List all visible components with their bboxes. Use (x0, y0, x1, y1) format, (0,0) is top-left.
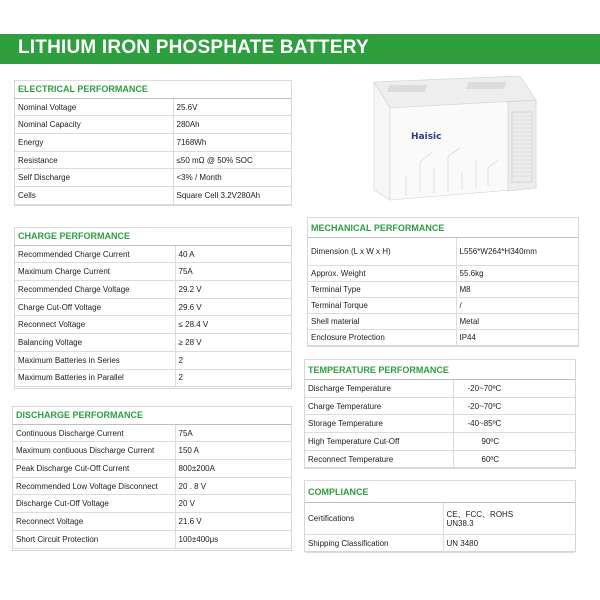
table-row (15, 316, 291, 334)
table-row (13, 530, 291, 548)
spec-value: ≤50 mΩ @ 50% SOC (173, 151, 291, 169)
spec-label: Self Discharge (15, 169, 173, 187)
spec-label: Nominal Voltage (15, 98, 173, 116)
table-row (305, 380, 575, 398)
table-row (13, 442, 291, 460)
spec-value: 100±400μs (175, 530, 291, 548)
battery-image (360, 72, 546, 204)
spec-value: 60ºC (453, 450, 575, 468)
table-row (15, 187, 291, 205)
table-row (15, 151, 291, 169)
spec-value: Metal (456, 314, 578, 330)
table-row (308, 314, 578, 330)
spec-value: -40~85ºC (453, 415, 575, 433)
table-row (15, 169, 291, 187)
table-row (308, 298, 578, 314)
spec-label: High Temperature Cut-Off (305, 433, 453, 451)
certifications-value: CE、FCC、ROHS UN38.3 (443, 503, 575, 535)
spec-value: 2 (175, 351, 291, 369)
table-row (15, 334, 291, 352)
spec-value: M8 (456, 282, 578, 298)
discharge-header: DISCHARGE PERFORMANCE (13, 407, 291, 425)
title-banner (0, 34, 600, 64)
spec-value: 75A (175, 263, 291, 281)
spec-value: ≤ 28.4 V (175, 316, 291, 334)
spec-value: -20~70ºC (453, 380, 575, 398)
spec-value: 280Ah (173, 116, 291, 134)
spec-label: Storage Temperature (305, 415, 453, 433)
mechanical-table (308, 217, 578, 346)
spec-label: Cells (15, 187, 173, 205)
table-row (308, 282, 578, 298)
table-row (308, 266, 578, 282)
table-row (13, 424, 291, 442)
electrical-header: ELECTRICAL PERFORMANCE (15, 81, 291, 99)
spec-value: 40 A (175, 245, 291, 263)
table-row: Certifications CE、FCC、ROHS UN38.3 (305, 503, 575, 535)
spec-label: Terminal Torque (308, 298, 456, 314)
spec-label: Balancing Voltage (15, 334, 175, 352)
spec-label: Approx. Weight (308, 266, 456, 282)
table-row (15, 98, 291, 116)
spec-label: Nominal Capacity (15, 116, 173, 134)
table-row (308, 238, 578, 266)
table-row: Shipping Classification UN 3480 (305, 535, 575, 553)
spec-label: Charge Temperature (305, 397, 453, 415)
spec-label: Discharge Cut-Off Voltage (13, 495, 175, 513)
spec-value: 2 (175, 369, 291, 387)
spec-value: IP44 (456, 330, 578, 346)
spec-value: 75A (175, 424, 291, 442)
spec-label: Reconnect Voltage (13, 513, 175, 531)
spec-value: 800±200A (175, 460, 291, 478)
table-row (305, 397, 575, 415)
table-row (15, 134, 291, 152)
spec-label: Recommended Charge Current (15, 245, 175, 263)
table-row (305, 415, 575, 433)
spec-label: Dimension (L x W x H) (308, 238, 456, 266)
spec-label: Terminal Type (308, 282, 456, 298)
spec-label: Shell material (308, 314, 456, 330)
table-row (15, 245, 291, 263)
discharge-table (13, 406, 291, 549)
charge-header: CHARGE PERFORMANCE (15, 228, 291, 246)
table-row (13, 513, 291, 531)
spec-value: 7168Wh (173, 134, 291, 152)
spec-value: ≥ 28 V (175, 334, 291, 352)
spec-label: Recommended Low Voltage Disconnect (13, 477, 175, 495)
charge-table (15, 227, 291, 387)
spec-value: <3% / Month (173, 169, 291, 187)
table-row (13, 495, 291, 513)
spec-label: Discharge Temperature (305, 380, 453, 398)
spec-label: Enclosure Protection (308, 330, 456, 346)
spec-label: Reconnect Voltage (15, 316, 175, 334)
spec-label: Reconnect Temperature (305, 450, 453, 468)
spec-value: -20~70ºC (453, 397, 575, 415)
brand-logo: Haisic (411, 132, 442, 142)
spec-value: 55.6kg (456, 266, 578, 282)
compliance-table (305, 480, 575, 553)
spec-label: Maximum contiuous Discharge Current (13, 442, 175, 460)
spec-value: Square Cell 3.2V280Ah (173, 187, 291, 205)
spec-value: 25.6V (173, 98, 291, 116)
spec-label: Resistance (15, 151, 173, 169)
spec-value: 21.6 V (175, 513, 291, 531)
spec-value: 20 V (175, 495, 291, 513)
spec-value: 29.6 V (175, 298, 291, 316)
page-title: LITHIUM IRON PHOSPHATE BATTERY (18, 37, 369, 58)
temperature-table (305, 359, 575, 468)
table-row (308, 330, 578, 346)
table-row (13, 460, 291, 478)
table-row (15, 298, 291, 316)
spec-value: / (456, 298, 578, 314)
table-row (15, 281, 291, 299)
spec-label: Continuous Discharge Current (13, 424, 175, 442)
spec-label: Charge Cut-Off Voltage (15, 298, 175, 316)
spec-label: Energy (15, 134, 173, 152)
table-row (15, 369, 291, 387)
compliance-header: COMPLIANCE (305, 481, 575, 503)
table-row (15, 116, 291, 134)
spec-value: 20 . 8 V (175, 477, 291, 495)
table-row (305, 450, 575, 468)
table-row (15, 263, 291, 281)
table-row (15, 351, 291, 369)
spec-value: L556*W264*H340mm (456, 238, 578, 266)
mechanical-header: MECHANICAL PERFORMANCE (308, 218, 578, 238)
spec-label: Maximum Batteries in Parallel (15, 369, 175, 387)
spec-label: Short Circuit Protection (13, 530, 175, 548)
spec-label: Maximum Charge Current (15, 263, 175, 281)
spec-value: 150 A (175, 442, 291, 460)
spec-label: Recommended Charge Voltage (15, 281, 175, 299)
table-row (305, 433, 575, 451)
table-row (13, 477, 291, 495)
electrical-table (15, 80, 291, 205)
spec-label: Peak Discharge Cut-Off Current (13, 460, 175, 478)
spec-label: Maximum Batteries in Series (15, 351, 175, 369)
spec-value: 29.2 V (175, 281, 291, 299)
temperature-header: TEMPERATURE PERFORMANCE (305, 360, 575, 380)
spec-value: 90ºC (453, 433, 575, 451)
